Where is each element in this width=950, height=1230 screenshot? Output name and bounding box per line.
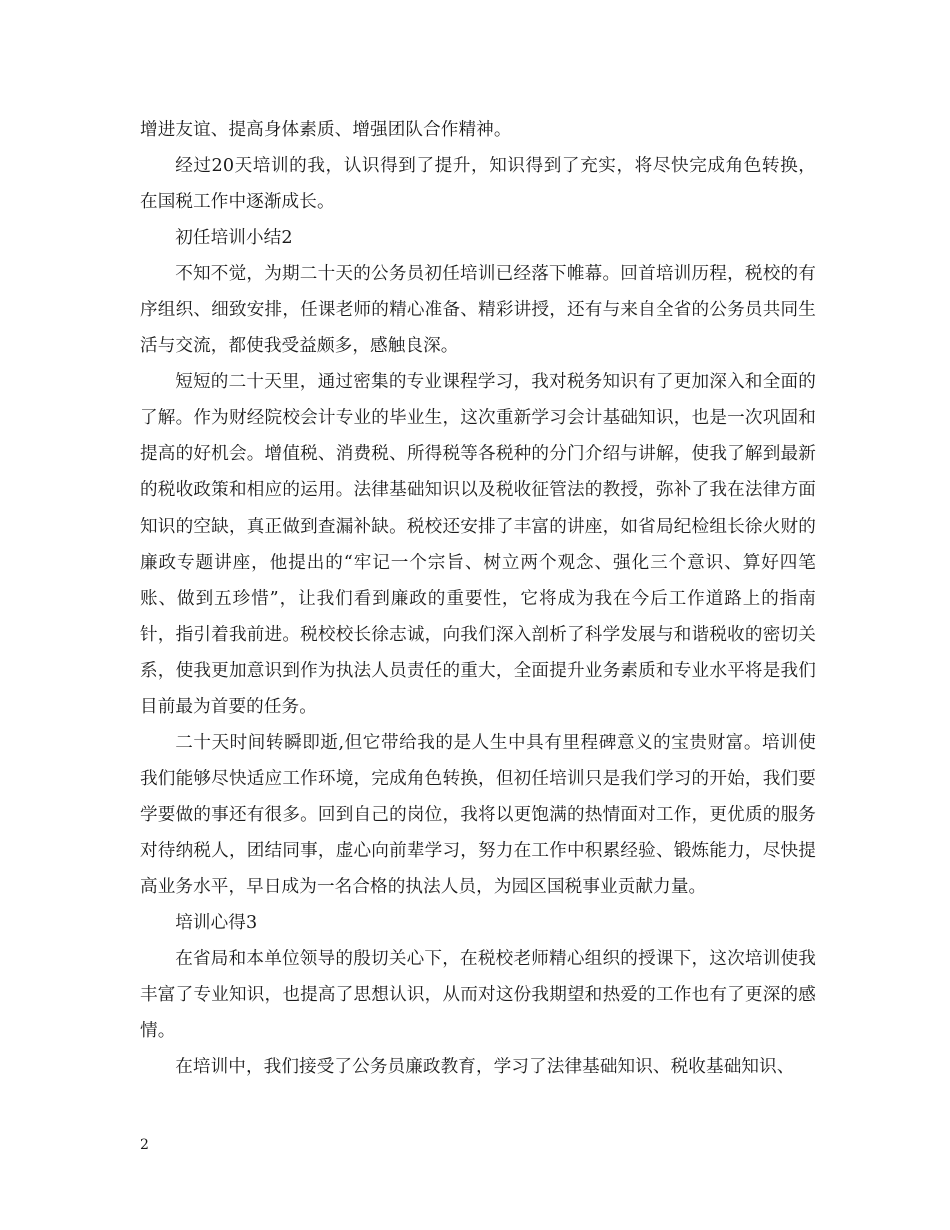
document-body bbox=[140, 112, 816, 1085]
section-heading-experience-3: 培训心得3 bbox=[175, 913, 258, 934]
page-number: 2 bbox=[140, 1137, 149, 1153]
paragraph-training-summary: 经过20天培训的我，认识得到了提升，知识得到了充实，将尽快完成角色转换，在国税工作中逐渐成长。 bbox=[140, 156, 816, 213]
section-heading-summary-2: 初任培训小结2 bbox=[175, 228, 293, 249]
paragraph-leadership-care: 在省局和本单位领导的殷切关心下，在税校老师精心组织的授课下，这次培训使我丰富了专业知识，也提高了思想认识，从而对这份我期望和热爱的工作也有了更深的感情。 bbox=[140, 949, 816, 1042]
paragraph-course-study: 短短的二十天里，通过密集的专业课程学习，我对税务知识有了更加深入和全面的了解。作为财经院校会计专业的毕业生，这次重新学习会计基础知识，也是一次巩固和提高的好机会。增值税、消费税、所得税等各税种的分门介绍与讲解，使我了解到最新的税收政策和相应的运用。法律基础知识以及税收征管法的教授，弥补了我在法律方面知识的空缺，真正做到查漏补缺。税校还安排了丰富的讲座，如省局纪检组长徐火财的廉政专题讲座，他提出的“牢记一个宗旨、树立两个观念、强化三个意识、算好四笔账、做到五珍惜”，让我们看到廉政的重要性，它将成为我在今后工作道路上的指南针，指引着我前进。税校校长徐志诚，向我们深入剖析了科学发展与和谐税收的密切关系，使我更加意识到作为执法人员责任的重大，全面提升业务素质和专业水平将是我们目前最为首要的任务。 bbox=[140, 372, 816, 717]
paragraph-continued: 增进友谊、提高身体素质、增强团队合作精神。 bbox=[140, 120, 512, 140]
paragraph-intro: 不知不觉，为期二十天的公务员初任培训已经落下帷幕。回首培训历程，税校的有序组织、细致安排，任课老师的精心准备、精彩讲授，还有与来自全省的公务员共同生活与交流，都使我受益颇多，感触良深。 bbox=[140, 264, 816, 357]
paragraph-training-content: 在培训中，我们接受了公务员廉政教育，学习了法律基础知识、税收基础知识、 bbox=[175, 1057, 795, 1078]
paragraph-reflection: 二十天时间转瞬即逝,但它带给我的是人生中具有里程碑意义的宝贵财富。培训使我们能够尽快适应工作环境，完成角色转换，但初任培训只是我们学习的开始，我们要学要做的事还有很多。回到自己的岗位，我将以更饱满的热情面对工作，更优质的服务对待纳税人，团结同事，虚心向前辈学习，努力在工作中积累经验、锻炼能力，尽快提高业务水平，早日成为一名合格的执法人员，为园区国税事业贡献力量。 bbox=[140, 732, 816, 897]
